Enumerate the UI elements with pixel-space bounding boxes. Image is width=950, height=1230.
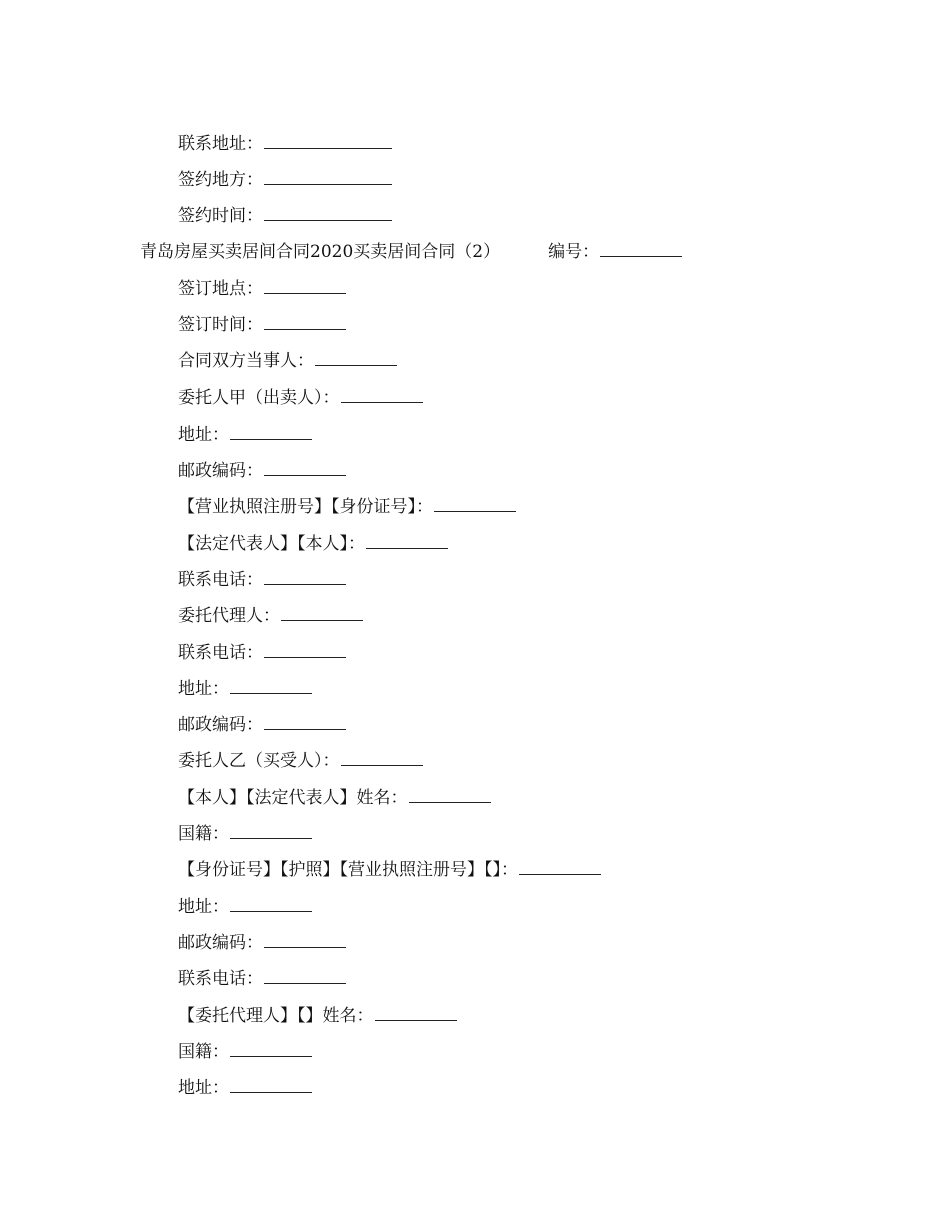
b-address-blank[interactable] [230,897,312,912]
a-representative-line [178,531,448,557]
b-phone-line [178,966,346,992]
a-phone-label: 联系电话： [178,570,263,590]
signing-time-line [178,203,392,229]
b-agent-name-blank[interactable] [375,1006,457,1021]
a-agent-postcode-blank[interactable] [264,715,346,730]
a-agent-address-label: 地址： [178,679,229,699]
b-nationality-line [178,821,312,847]
sign-date-line [178,312,346,338]
a-license-id-line [178,494,516,520]
a-postcode-blank[interactable] [264,461,346,476]
b-agent-address-blank[interactable] [230,1078,312,1093]
signing-time-blank[interactable] [264,206,392,221]
a-representative-label: 【法定代表人】【本人】： [178,534,365,554]
b-nationality-blank[interactable] [230,824,312,839]
sign-date-blank[interactable] [264,315,346,330]
a-agent-address-blank[interactable] [230,679,312,694]
b-address-label: 地址： [178,897,229,917]
a-license-id-blank[interactable] [434,497,516,512]
a-agent-line [178,603,363,629]
b-name-label: 【本人】【法定代表人】姓名： [178,788,408,808]
b-agent-nationality-line [178,1039,312,1065]
signing-place-blank[interactable] [264,170,392,185]
a-agent-blank[interactable] [281,606,363,621]
a-representative-blank[interactable] [366,534,448,549]
a-agent-postcode-line [178,712,346,738]
parties-line [178,348,397,374]
a-address-label: 地址： [178,425,229,445]
client-b-label: 委托人乙（买受人）： [178,751,340,771]
a-agent-label: 委托代理人： [178,606,280,626]
parties-label: 合同双方当事人： [178,351,314,371]
b-nationality-label: 国籍： [178,824,229,844]
a-agent-phone-blank[interactable] [264,643,346,658]
a-agent-phone-line [178,640,346,666]
a-phone-blank[interactable] [264,570,346,585]
a-agent-phone-label: 联系电话： [178,643,263,663]
b-id-line [178,857,601,883]
client-a-line [178,385,423,411]
b-postcode-blank[interactable] [264,933,346,948]
contract-number-label: 编号： [548,242,600,262]
b-agent-nationality-blank[interactable] [230,1042,312,1057]
b-phone-label: 联系电话： [178,969,263,989]
b-postcode-label: 邮政编码： [178,933,263,953]
client-b-line [178,748,423,774]
contact-address-blank[interactable] [264,134,392,149]
signing-place-line [178,167,392,193]
signing-time-label: 签约时间： [178,206,263,226]
b-phone-blank[interactable] [264,969,346,984]
sign-location-line [178,276,346,302]
a-agent-postcode-label: 邮政编码： [178,715,263,735]
b-agent-nationality-label: 国籍： [178,1042,229,1062]
sign-location-label: 签订地点： [178,279,263,299]
contact-address-label: 联系地址： [178,134,263,154]
client-a-blank[interactable] [341,388,423,403]
a-postcode-label: 邮政编码： [178,461,263,481]
parties-blank[interactable] [315,351,397,366]
a-phone-line [178,567,346,593]
b-agent-address-line [178,1075,312,1101]
a-address-blank[interactable] [230,425,312,440]
b-agent-name-line [178,1003,457,1029]
b-address-line [178,894,312,920]
b-name-line [178,785,491,811]
b-id-blank[interactable] [519,860,601,875]
contract-title: 青岛房屋买卖居间合同2020买卖居间合同（2） [140,242,501,262]
contact-address-line [178,131,392,157]
a-agent-address-line [178,676,312,702]
b-agent-name-label: 【委托代理人】【】姓名： [178,1006,374,1026]
sign-date-label: 签订时间： [178,315,263,335]
b-postcode-line [178,930,346,956]
a-license-id-label: 【营业执照注册号】【身份证号】： [178,497,433,517]
a-postcode-line [178,458,346,484]
client-a-label: 委托人甲（出卖人）： [178,388,340,408]
contract-title-line [140,239,682,265]
b-id-label: 【身份证号】【护照】【营业执照注册号】【】： [178,860,518,880]
b-agent-address-label: 地址： [178,1078,229,1098]
signing-place-label: 签约地方： [178,170,263,190]
a-address-line [178,422,312,448]
client-b-blank[interactable] [341,751,423,766]
b-name-blank[interactable] [409,788,491,803]
sign-location-blank[interactable] [264,279,346,294]
contract-number-blank[interactable] [600,242,682,257]
